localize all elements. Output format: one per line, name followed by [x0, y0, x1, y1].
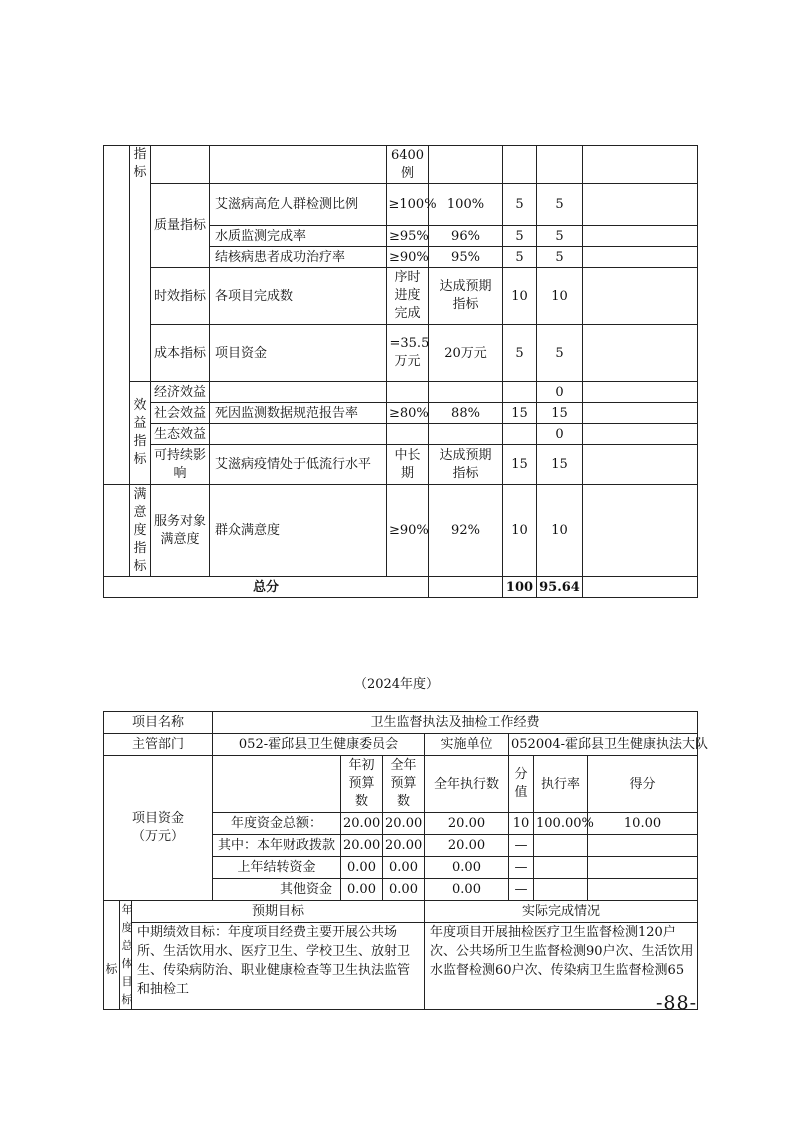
note-cell: [583, 445, 698, 485]
fund-row-label: 年度资金总额：: [213, 813, 341, 835]
target-cell: ≥80%: [387, 403, 429, 424]
page-number: -88-: [655, 992, 697, 1014]
fund-initial: 0.00: [341, 879, 383, 901]
weight-cell: 5: [503, 226, 537, 247]
actual-completion-label: 实际完成情况: [425, 901, 698, 923]
cell: [503, 146, 537, 184]
total-weight: 100: [503, 577, 537, 598]
note-cell: [583, 485, 698, 577]
fund-full: 0.00: [383, 857, 425, 879]
fund-full: 20.00: [383, 813, 425, 835]
score-cell: 5: [537, 325, 583, 382]
target-cell: 中长期: [387, 445, 429, 485]
score-cell: 0: [537, 424, 583, 445]
performance-table: [103, 145, 698, 598]
fund-full: 0.00: [383, 879, 425, 901]
indicator-name: 死因监测数据规范报告率: [210, 403, 387, 424]
cell: [588, 835, 698, 857]
note-cell: [583, 247, 698, 268]
note-cell: [583, 268, 698, 325]
output-indicator-label: 指标: [130, 146, 151, 382]
cell: [151, 146, 210, 184]
score-cell: 0: [537, 382, 583, 403]
score-cell: 10: [537, 268, 583, 325]
cell: [387, 382, 429, 403]
cell: [104, 485, 130, 577]
indicator-name: 水质监测完成率: [210, 226, 387, 247]
fund-exec: 20.00: [425, 813, 509, 835]
target-cell: =35.5万元: [387, 325, 429, 382]
fund-rate: 100.00%: [534, 813, 588, 835]
cell: [534, 857, 588, 879]
cell: [429, 424, 503, 445]
cell: [213, 756, 341, 813]
score-cell: 15: [537, 403, 583, 424]
note-cell: [583, 577, 698, 598]
department-label: 主管部门: [104, 734, 213, 756]
cost-indicator-label: 成本指标: [151, 325, 210, 382]
cell: [534, 879, 588, 901]
indicator-name: 结核病患者成功治疗率: [210, 247, 387, 268]
indicator-name: 艾滋病高危人群检测比例: [210, 184, 387, 226]
header-rate: 执行率: [534, 756, 588, 813]
actual-cell: 100%: [429, 184, 503, 226]
fund-initial: 20.00: [341, 813, 383, 835]
cell: [387, 424, 429, 445]
expected-goal-label: 预期目标: [132, 901, 425, 923]
header-weight: 分值: [509, 756, 534, 813]
actual-cell: 20万元: [429, 325, 503, 382]
fund-row-label: 上年结转资金: [213, 857, 341, 879]
cell: [588, 857, 698, 879]
weight-cell: 5: [503, 247, 537, 268]
note-cell: [583, 325, 698, 382]
fund-weight: —: [509, 879, 534, 901]
score-cell: 15: [537, 445, 583, 485]
cell: [210, 424, 387, 445]
note-cell: [583, 382, 698, 403]
fund-row-label: 其中：本年财政拨款: [213, 835, 341, 857]
header-score: 得分: [588, 756, 698, 813]
weight-cell: 10: [503, 268, 537, 325]
fund-weight: 10: [509, 813, 534, 835]
social-benefit-label: 社会效益: [151, 403, 210, 424]
weight-cell: 15: [503, 403, 537, 424]
target-cell: ≥90%: [387, 485, 429, 577]
target-cell: 序时进度完成: [387, 268, 429, 325]
ecological-benefit-label: 生态效益: [151, 424, 210, 445]
fund-weight: —: [509, 835, 534, 857]
department-value: 052-霍邱县卫生健康委员会: [213, 734, 425, 756]
cell: [503, 382, 537, 403]
actual-cell: 达成预期指标: [429, 268, 503, 325]
economic-benefit-label: 经济效益: [151, 382, 210, 403]
score-cell: 5: [537, 226, 583, 247]
fund-initial: 20.00: [341, 835, 383, 857]
cell: [588, 879, 698, 901]
header-full-budget: 全年预算数: [383, 756, 425, 813]
target-cell: ≥100%: [387, 184, 429, 226]
fund-weight: —: [509, 857, 534, 879]
goal-side-label: 标: [104, 901, 120, 1010]
weight-cell: 15: [503, 445, 537, 485]
project-name-label: 项目名称: [104, 712, 213, 734]
satisfaction-indicator-label: 满意度指标: [130, 485, 151, 577]
indicator-name: 各项目完成数: [210, 268, 387, 325]
target-cell: ≥95%: [387, 226, 429, 247]
actual-cell: 95%: [429, 247, 503, 268]
cell: [534, 835, 588, 857]
project-table: [103, 711, 709, 1010]
expected-goal-text: 中期绩效目标：年度项目经费主要开展公共场所、生活饮用水、医疗卫生、学校卫生、放射卫生、传染病防治、职业健康检查等卫生执法监管和抽检工: [132, 923, 425, 1010]
header-initial-budget: 年初预算数: [341, 756, 383, 813]
note-cell: [583, 226, 698, 247]
note-cell: [583, 403, 698, 424]
cell: [537, 146, 583, 184]
cell: [429, 577, 503, 598]
cell: [429, 382, 503, 403]
fund-initial: 0.00: [341, 857, 383, 879]
actual-cell: 92%: [429, 485, 503, 577]
time-indicator-label: 时效指标: [151, 268, 210, 325]
actual-completion-text: 年度项目开展抽检医疗卫生监督检测120户次、公共场所卫生监督检测90户次、生活饮用水监督检测60户次、传染病卫生监督检测65: [425, 923, 698, 1010]
target-cell: ≥90%: [387, 247, 429, 268]
implementing-unit-value: 052004-霍邱县卫生健康执法大队: [509, 734, 698, 756]
cell: [210, 146, 387, 184]
implementing-unit-label: 实施单位: [425, 734, 509, 756]
annual-goal-label: 年度总体目标: [120, 901, 132, 1010]
satisfaction-sub-label: 服务对象满意度: [151, 485, 210, 577]
fund-row-label: 其他资金: [213, 879, 341, 901]
fund-exec: 0.00: [425, 857, 509, 879]
cell: [429, 146, 503, 184]
year-subtitle: （2024年度）: [353, 677, 440, 692]
score-cell: 5: [537, 247, 583, 268]
weight-cell: 5: [503, 325, 537, 382]
project-fund-label: 项目资金（万元）: [104, 756, 213, 901]
note-cell: [583, 184, 698, 226]
score-cell: 5: [537, 184, 583, 226]
actual-cell: 96%: [429, 226, 503, 247]
actual-cell: 达成预期指标: [429, 445, 503, 485]
cell: [583, 146, 698, 184]
quality-indicator-label: 质量指标: [151, 184, 210, 268]
indicator-name: 群众满意度: [210, 485, 387, 577]
fund-full: 20.00: [383, 835, 425, 857]
target-cell: 6400例: [387, 146, 429, 184]
weight-cell: 5: [503, 184, 537, 226]
fund-exec: 0.00: [425, 879, 509, 901]
indicator-name: 艾滋病疫情处于低流行水平: [210, 445, 387, 485]
benefit-indicator-label: 效益指标: [130, 382, 151, 485]
total-score: 95.64: [537, 577, 583, 598]
indicator-name: 项目资金: [210, 325, 387, 382]
header-execution: 全年执行数: [425, 756, 509, 813]
cell: [210, 382, 387, 403]
total-label: 总分: [104, 577, 429, 598]
fund-exec: 20.00: [425, 835, 509, 857]
cell: [503, 424, 537, 445]
fund-score: 10.00: [588, 813, 698, 835]
sustainable-impact-label: 可持续影响: [151, 445, 210, 485]
actual-cell: 88%: [429, 403, 503, 424]
project-name-value: 卫生监督执法及抽检工作经费: [213, 712, 698, 734]
weight-cell: 10: [503, 485, 537, 577]
score-cell: 10: [537, 485, 583, 577]
note-cell: [583, 424, 698, 445]
outer-merged-cell: [104, 146, 130, 485]
